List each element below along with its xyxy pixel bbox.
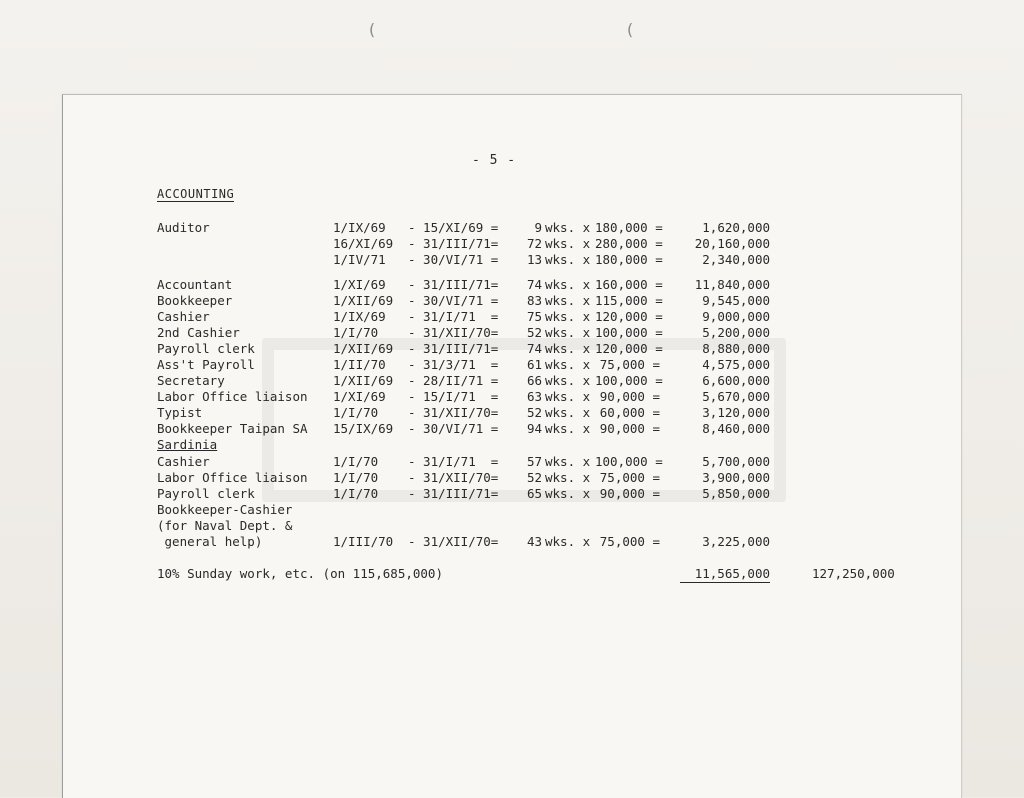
table-row — [0, 309, 1024, 325]
cell-total: 8,460,000 — [702, 421, 770, 436]
footer-note: 10% Sunday work, etc. (on 115,685,000) — [157, 566, 443, 581]
cell-title: general help) — [157, 534, 263, 549]
cell-rate: 90,000 = — [599, 486, 660, 501]
cell-from: 16/XI/69 — [333, 236, 394, 251]
cell-from: 1/I/70 — [333, 325, 379, 340]
cell-rate: 75,000 = — [599, 534, 660, 549]
cell-from: 1/I/70 — [333, 405, 379, 420]
cell-weeks: 9 — [534, 220, 542, 235]
cell-unit: wks. x — [545, 325, 591, 340]
cell-unit: wks. x — [545, 421, 591, 436]
table-row — [0, 293, 1024, 309]
cell-from: 1/I/70 — [333, 454, 379, 469]
cell-unit: wks. x — [545, 470, 591, 485]
cell-title: Accountant — [157, 277, 233, 292]
table-row — [0, 277, 1024, 293]
cell-to: - 31/III/71= — [408, 341, 499, 356]
cell-unit: wks. x — [545, 373, 591, 388]
cell-total: 4,575,000 — [702, 357, 770, 372]
cell-total: 5,200,000 — [702, 325, 770, 340]
cell-to: - 31/III/71= — [408, 277, 499, 292]
cell-weeks: 13 — [526, 252, 542, 267]
cell-total: 6,600,000 — [702, 373, 770, 388]
cell-from: 1/XI/69 — [333, 277, 386, 292]
page-number: - 5 - — [472, 153, 517, 168]
punch-mark: ( — [367, 20, 377, 39]
cell-weeks: 57 — [526, 454, 542, 469]
cell-total: 3,120,000 — [702, 405, 770, 420]
cell-from: 1/III/70 — [333, 534, 394, 549]
cell-weeks: 52 — [526, 325, 542, 340]
table-row — [0, 220, 1024, 236]
table-row — [0, 454, 1024, 470]
cell-title: Typist — [157, 405, 203, 420]
cell-rate: 60,000 = — [599, 405, 660, 420]
cell-total: 3,900,000 — [702, 470, 770, 485]
cell-to: - 30/VI/71 = — [408, 293, 499, 308]
cell-to: - 31/III/71= — [408, 236, 499, 251]
cell-weeks: 74 — [526, 277, 542, 292]
cell-title: Bookkeeper-Cashier — [157, 502, 293, 517]
cell-total: 8,880,000 — [702, 341, 770, 356]
cell-to: - 15/XI/69 = — [408, 220, 499, 235]
cell-weeks: 65 — [526, 486, 542, 501]
cell-rate: 160,000 = — [595, 277, 663, 292]
cell-unit: wks. x — [545, 486, 591, 501]
cell-title: Cashier — [157, 309, 210, 324]
cell-to: - 31/XII/70= — [408, 470, 499, 485]
cell-total: 9,545,000 — [702, 293, 770, 308]
punch-mark: ( — [625, 20, 635, 39]
grand-total: 127,250,000 — [812, 566, 895, 581]
table-row — [0, 518, 1024, 534]
table-row — [0, 486, 1024, 502]
cell-from: 1/I/70 — [333, 470, 379, 485]
cell-to: - 31/3/71 = — [408, 357, 499, 372]
cell-to: - 30/VI/71 = — [408, 252, 499, 267]
cell-from: 1/I/70 — [333, 486, 379, 501]
section-heading: ACCOUNTING — [157, 187, 235, 201]
cell-rate: 75,000 = — [599, 470, 660, 485]
cell-to: - 31/III/71= — [408, 486, 499, 501]
cell-title: Labor Office liaison — [157, 389, 308, 404]
cell-unit: wks. x — [545, 357, 591, 372]
table-row — [0, 534, 1024, 550]
cell-to: - 31/XII/70= — [408, 325, 499, 340]
cell-weeks: 63 — [526, 389, 542, 404]
cell-weeks: 61 — [526, 357, 542, 372]
cell-title: Sardinia — [157, 437, 218, 452]
cell-rate: 120,000 = — [595, 341, 663, 356]
cell-from: 1/XII/69 — [333, 293, 394, 308]
cell-to: - 15/I/71 = — [408, 389, 499, 404]
table-row — [0, 405, 1024, 421]
cell-from: 1/IV/71 — [333, 252, 386, 267]
cell-rate: 180,000 = — [595, 220, 663, 235]
cell-total: 1,620,000 — [702, 220, 770, 235]
table-row — [0, 389, 1024, 405]
cell-weeks: 83 — [526, 293, 542, 308]
cell-title: (for Naval Dept. & — [157, 518, 293, 533]
cell-unit: wks. x — [545, 293, 591, 308]
cell-rate: 280,000 = — [595, 236, 663, 251]
table-row — [0, 236, 1024, 252]
cell-from: 15/IX/69 — [333, 421, 394, 436]
cell-title: Bookkeeper Taipan SA — [157, 421, 308, 436]
cell-to: - 31/XII/70= — [408, 405, 499, 420]
cell-unit: wks. x — [545, 277, 591, 292]
cell-rate: 115,000 = — [595, 293, 663, 308]
cell-total: 11,840,000 — [694, 277, 770, 292]
cell-unit: wks. x — [545, 309, 591, 324]
cell-weeks: 72 — [526, 236, 542, 251]
cell-rate: 90,000 = — [599, 421, 660, 436]
cell-to: - 31/I/71 = — [408, 309, 499, 324]
cell-title: Ass't Payroll — [157, 357, 255, 372]
cell-to: - 28/II/71 = — [408, 373, 499, 388]
cell-rate: 75,000 = — [599, 357, 660, 372]
cell-rate: 100,000 = — [595, 454, 663, 469]
cell-from: 1/XI/69 — [333, 389, 386, 404]
cell-total: 3,225,000 — [702, 534, 770, 549]
cell-from: 1/XII/69 — [333, 373, 394, 388]
cell-unit: wks. x — [545, 220, 591, 235]
cell-unit: wks. x — [545, 252, 591, 267]
cell-weeks: 52 — [526, 405, 542, 420]
cell-weeks: 94 — [526, 421, 542, 436]
cell-rate: 90,000 = — [599, 389, 660, 404]
cell-total: 9,000,000 — [702, 309, 770, 324]
subtotal: 11,565,000 — [680, 566, 770, 583]
cell-title: Labor Office liaison — [157, 470, 308, 485]
table-row — [0, 325, 1024, 341]
table-row — [0, 373, 1024, 389]
cell-rate: 100,000 = — [595, 373, 663, 388]
cell-weeks: 52 — [526, 470, 542, 485]
cell-rate: 120,000 = — [595, 309, 663, 324]
table-row — [0, 502, 1024, 518]
cell-to: - 31/XII/70= — [408, 534, 499, 549]
cell-weeks: 75 — [526, 309, 542, 324]
cell-title: Payroll clerk — [157, 486, 255, 501]
table-row — [0, 421, 1024, 437]
cell-unit: wks. x — [545, 236, 591, 251]
cell-unit: wks. x — [545, 405, 591, 420]
cell-weeks: 43 — [526, 534, 542, 549]
cell-total: 5,700,000 — [702, 454, 770, 469]
cell-total: 5,670,000 — [702, 389, 770, 404]
cell-from: 1/IX/69 — [333, 309, 386, 324]
cell-unit: wks. x — [545, 534, 591, 549]
cell-from: 1/XII/69 — [333, 341, 394, 356]
cell-from: 1/IX/69 — [333, 220, 386, 235]
cell-title: 2nd Cashier — [157, 325, 240, 340]
cell-to: - 31/I/71 = — [408, 454, 499, 469]
cell-from: 1/II/70 — [333, 357, 386, 372]
cell-rate: 180,000 = — [595, 252, 663, 267]
cell-unit: wks. x — [545, 454, 591, 469]
cell-to: - 30/VI/71 = — [408, 421, 499, 436]
cell-rate: 100,000 = — [595, 325, 663, 340]
table-row — [0, 470, 1024, 486]
cell-unit: wks. x — [545, 341, 591, 356]
cell-title: Bookkeeper — [157, 293, 233, 308]
table-row — [0, 252, 1024, 268]
cell-total: 2,340,000 — [702, 252, 770, 267]
table-row — [0, 357, 1024, 373]
table-row — [0, 437, 1024, 453]
cell-title: Cashier — [157, 454, 210, 469]
cell-total: 20,160,000 — [694, 236, 770, 251]
cell-title: Secretary — [157, 373, 225, 388]
cell-unit: wks. x — [545, 389, 591, 404]
cell-title: Payroll clerk — [157, 341, 255, 356]
cell-title: Auditor — [157, 220, 210, 235]
cell-weeks: 66 — [526, 373, 542, 388]
cell-weeks: 74 — [526, 341, 542, 356]
cell-total: 5,850,000 — [702, 486, 770, 501]
table-row — [0, 341, 1024, 357]
